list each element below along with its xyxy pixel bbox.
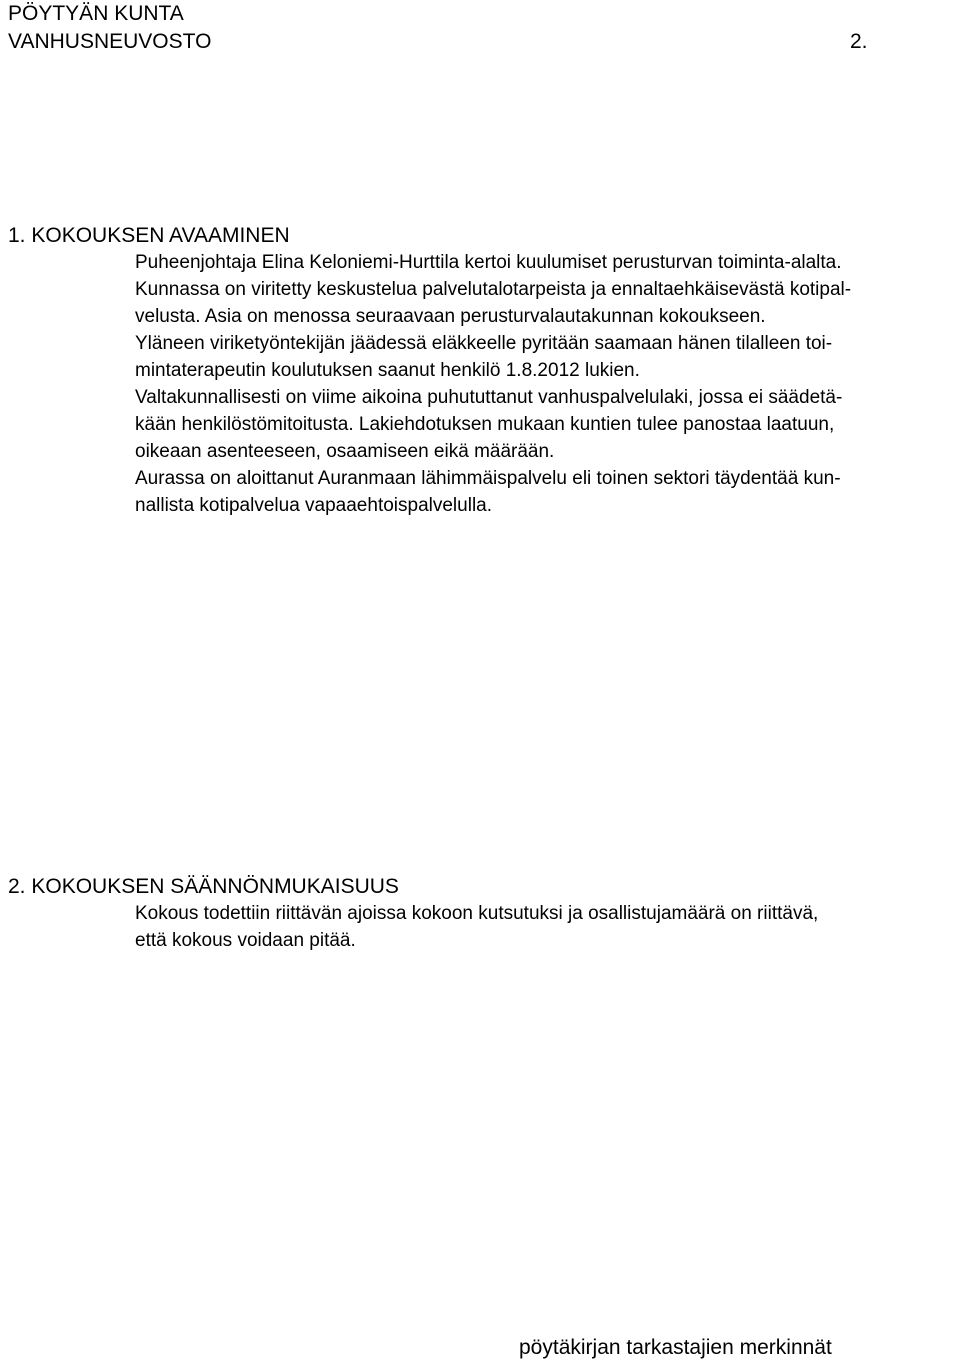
body-line: velusta. Asia on menossa seuraavaan perusturvalautakunnan kokoukseen. — [135, 306, 766, 327]
body-line: oikeaan asenteeseen, osaamiseen eikä määrään. — [135, 441, 555, 462]
body-line: Kunnassa on viritetty keskustelua palvelutalotarpeista ja ennaltaehkäisevästä kotipal- — [135, 279, 852, 300]
body-line: kään henkilöstömitoitusta. Lakiehdotuksen mukaan kuntien tulee panostaa laatuun, — [135, 414, 835, 435]
section-body — [135, 249, 935, 519]
body-line: mintaterapeutin koulutuksen saanut henkilö 1.8.2012 lukien. — [135, 360, 640, 381]
section-heading: 1. KOKOUKSEN AVAAMINEN — [8, 224, 290, 247]
body-line: Yläneen viriketyöntekijän jäädessä eläkkeelle pyritään saamaan hänen tilalleen toi- — [135, 333, 833, 354]
section-meeting-legality — [8, 873, 819, 951]
council-name: VANHUSNEUVOSTO — [8, 30, 212, 53]
footer-note: pöytäkirjan tarkastajien merkinnät — [519, 1336, 832, 1359]
section-body — [135, 900, 935, 954]
page-header — [8, 0, 888, 56]
header-row — [8, 28, 888, 56]
body-line: Puheenjohtaja Elina Keloniemi-Hurttila kertoi kuulumiset perusturvan toiminta-alalta. — [135, 252, 842, 273]
body-line: nallista kotipalvelua vapaaehtoispalvelulla. — [135, 495, 493, 516]
body-line: Valtakunnallisesti on viime aikoina puhututtanut vanhuspalvelulaki, jossa ei säädetä- — [135, 387, 843, 408]
body-line: että kokous voidaan pitää. — [135, 930, 356, 951]
body-line: Aurassa on aloittanut Auranmaan lähimmäispalvelu eli toinen sektori täydentää kun- — [135, 468, 841, 489]
page-number: 2. — [850, 30, 868, 53]
section-heading: 2. KOKOUKSEN SÄÄNNÖNMUKAISUUS — [8, 875, 399, 898]
municipality-name: PÖYTYÄN KUNTA — [8, 2, 184, 25]
section-meeting-opening — [8, 222, 852, 516]
body-line: Kokous todettiin riittävän ajoissa kokoon kutsutuksi ja osallistujamäärä on riittävä, — [135, 903, 819, 924]
